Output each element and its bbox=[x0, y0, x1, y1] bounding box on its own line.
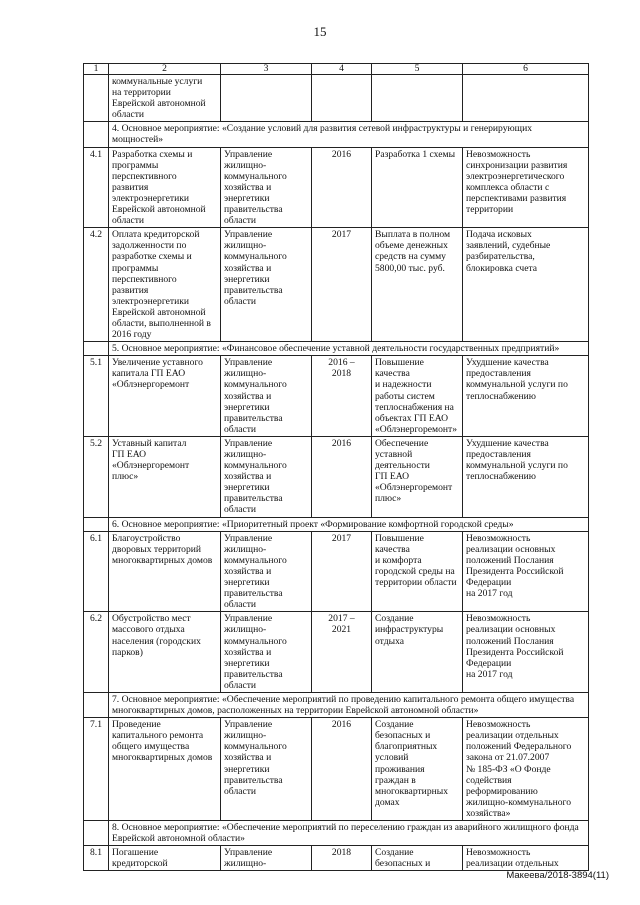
implementation-period: 2018 bbox=[312, 846, 372, 871]
section-number-cell bbox=[84, 342, 109, 356]
measure-name: Проведение капитального ремонта общего имущества многоквартирных домов bbox=[109, 718, 221, 821]
responsible-executor: Управление жилищно- коммунального хозяйства и энергетики правительства области bbox=[221, 531, 312, 612]
implementation-period: 2017 bbox=[312, 228, 372, 342]
consequences-of-non-implementation: Невозможность реализации основных положений Послания Президента Российской Федерации на 2017 год bbox=[463, 612, 589, 693]
implementation-period: 2017 bbox=[312, 531, 372, 612]
item-number: 7.1 bbox=[84, 718, 109, 821]
implementation-period: 2016 bbox=[312, 718, 372, 821]
item-number: 6.1 bbox=[84, 531, 109, 612]
section-heading-row bbox=[84, 122, 589, 147]
responsible-executor: Управление жилищно- коммунального хозяйства и энергетики правительства области bbox=[221, 356, 312, 437]
expected-result: Повышение качества и надежности работы систем теплоснабжения на объектах ГП ЕАО «Облэнергоремонт» bbox=[372, 356, 463, 437]
section-heading: 8. Основное мероприятие: «Обеспечение мероприятий по переселению граждан из аварийного жилищного фонда Еврейской автономной области» bbox=[109, 821, 589, 846]
table-row bbox=[84, 436, 589, 517]
implementation-period: 2017 – 2021 bbox=[312, 612, 372, 693]
column-number-4: 4 bbox=[312, 64, 372, 75]
expected-result: Повышение качества и комфорта городской среды на территории области bbox=[372, 531, 463, 612]
column-number-5: 5 bbox=[372, 64, 463, 75]
item-number: 8.1 bbox=[84, 846, 109, 871]
consequences-of-non-implementation: Подача исковых заявлений, судебные разбирательства, блокировка счета bbox=[463, 228, 589, 342]
expected-result: Обеспечение уставной деятельности ГП ЕАО «Облэнергоремонт плюс» bbox=[372, 436, 463, 517]
expected-result: Выплата в полном объеме денежных средств на сумму 5800,00 тыс. руб. bbox=[372, 228, 463, 342]
measure-name: Погашение кредиторской bbox=[109, 846, 221, 871]
responsible-executor: Управление жилищно- коммунального хозяйства и энергетики правительства области bbox=[221, 718, 312, 821]
section-heading-row bbox=[84, 517, 589, 531]
implementation-period: 2016 – 2018 bbox=[312, 356, 372, 437]
column-number-1: 1 bbox=[84, 64, 109, 75]
item-number: 4.1 bbox=[84, 147, 109, 228]
section-heading: 5. Основное мероприятие: «Финансовое обеспечение уставной деятельности государственных предприятий» bbox=[109, 342, 589, 356]
table-row bbox=[84, 718, 589, 821]
measure-name: Обустройство мест массового отдыха населения (городских парков) bbox=[109, 612, 221, 693]
section-heading-row bbox=[84, 342, 589, 356]
responsible-executor bbox=[221, 75, 312, 122]
responsible-executor: Управление жилищно- коммунального хозяйства и энергетики правительства области bbox=[221, 612, 312, 693]
column-number-2: 2 bbox=[109, 64, 221, 75]
item-number: 5.2 bbox=[84, 436, 109, 517]
page-number: 15 bbox=[313, 24, 327, 39]
section-heading: 4. Основное мероприятие: «Создание условий для развития сетевой инфраструктуры и генерирующих мощностей» bbox=[109, 122, 589, 147]
table-row bbox=[84, 846, 589, 871]
consequences-of-non-implementation: Невозможность синхронизации развития электроэнергетического комплекса области с перспективами развития территории bbox=[463, 147, 589, 228]
responsible-executor: Управление жилищно- коммунального хозяйства и энергетики правительства области bbox=[221, 436, 312, 517]
table-row bbox=[84, 531, 589, 612]
table-header-row bbox=[84, 64, 589, 75]
item-number: 6.2 bbox=[84, 612, 109, 693]
measure-name: коммунальные услуги на территории Еврейской автономной области bbox=[109, 75, 221, 122]
table-row bbox=[84, 147, 589, 228]
section-heading-row bbox=[84, 692, 589, 717]
measure-name: Увеличение уставного капитала ГП ЕАО «Облэнергоремонт bbox=[109, 356, 221, 437]
table-row bbox=[84, 356, 589, 437]
implementation-period: 2016 bbox=[312, 147, 372, 228]
column-number-6: 6 bbox=[463, 64, 589, 75]
expected-result: Создание безопасных и bbox=[372, 846, 463, 871]
section-number-cell bbox=[84, 517, 109, 531]
expected-result: Создание инфраструктуры отдыха bbox=[372, 612, 463, 693]
program-measures-table bbox=[83, 63, 589, 871]
section-heading-row bbox=[84, 821, 589, 846]
section-number-cell bbox=[84, 821, 109, 846]
consequences-of-non-implementation: Невозможность реализации отдельных bbox=[463, 846, 589, 871]
measure-name: Разработка схемы и программы перспективного развития электроэнергетики Еврейской автономной области bbox=[109, 147, 221, 228]
item-number bbox=[84, 75, 109, 122]
responsible-executor: Управление жилищно- bbox=[221, 846, 312, 871]
section-number-cell bbox=[84, 122, 109, 147]
consequences-of-non-implementation: Невозможность реализации основных положений Послания Президента Российской Федерации на 2017 год bbox=[463, 531, 589, 612]
expected-result bbox=[372, 75, 463, 122]
document-reference: Макеева/2018-3894(11) bbox=[506, 870, 609, 881]
implementation-period bbox=[312, 75, 372, 122]
section-number-cell bbox=[84, 692, 109, 717]
measure-name: Благоустройство дворовых территорий многоквартирных домов bbox=[109, 531, 221, 612]
table-row bbox=[84, 228, 589, 342]
consequences-of-non-implementation: Невозможность реализации отдельных положений Федерального закона от 21.07.2007 № 185-ФЗ «О Фонде содействия реформированию жилищно-коммунального хозяйства» bbox=[463, 718, 589, 821]
expected-result: Разработка 1 схемы bbox=[372, 147, 463, 228]
table-row bbox=[84, 75, 589, 122]
consequences-of-non-implementation: Ухудшение качества предоставления коммунальной услуги по теплоснабжению bbox=[463, 356, 589, 437]
item-number: 4.2 bbox=[84, 228, 109, 342]
consequences-of-non-implementation bbox=[463, 75, 589, 122]
responsible-executor: Управление жилищно- коммунального хозяйства и энергетики правительства области bbox=[221, 228, 312, 342]
column-number-3: 3 bbox=[221, 64, 312, 75]
item-number: 5.1 bbox=[84, 356, 109, 437]
implementation-period: 2016 bbox=[312, 436, 372, 517]
measure-name: Уставный капитал ГП ЕАО «Облэнергоремонт плюс» bbox=[109, 436, 221, 517]
table-row bbox=[84, 612, 589, 693]
expected-result: Создание безопасных и благоприятных условий проживания граждан в многоквартирных домах bbox=[372, 718, 463, 821]
measure-name: Оплата кредиторской задолженности по разработке схемы и программы перспективного развития электроэнергетики Еврейской автономной области, выполненной в 2016 году bbox=[109, 228, 221, 342]
responsible-executor: Управление жилищно- коммунального хозяйства и энергетики правительства области bbox=[221, 147, 312, 228]
section-heading: 6. Основное мероприятие: «Приоритетный проект «Формирование комфортной городской среды» bbox=[109, 517, 589, 531]
section-heading: 7. Основное мероприятие: «Обеспечение мероприятий по проведению капитального ремонта общего имущества многоквартирных домов, расположенных на территории Еврейской автономной области» bbox=[109, 692, 589, 717]
consequences-of-non-implementation: Ухудшение качества предоставления коммунальной услуги по теплоснабжению bbox=[463, 436, 589, 517]
